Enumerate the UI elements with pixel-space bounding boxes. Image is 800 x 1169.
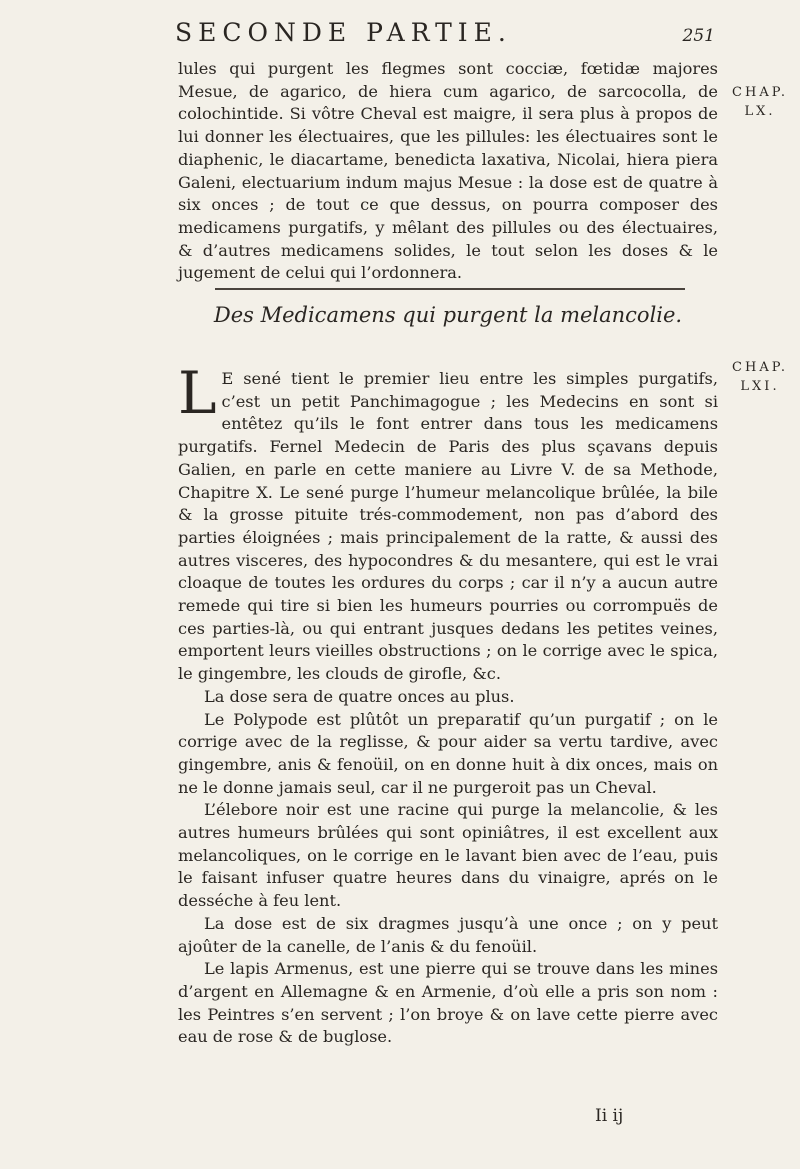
section-divider — [215, 288, 685, 290]
paragraph: La dose est de six dragmes jusqu’à une once ; on y peut ajoûter de la canelle, de l’anis & du fenoüil. — [178, 913, 718, 956]
page-number: 251 — [682, 26, 715, 46]
paragraph: lules qui purgent les flegmes sont cocciæ, fœtidæ majores Mesue, de agarico, de hiera cum agarico, de sarcocolla, de colochintide. Si vôtre Cheval est maigre, il sera plus à propos de lui donner les électuaires, que les pillules: les électuaires sont le diaphenic, le diacartame, benedicta laxativa, Nicolai, hiera piera Galeni, electuarium indum majus Mesue : la dose est de quatre à six onces ; de tout ce que dessus, on pourra composer des medicamens purgatifs, y mêlant des pillules ou des électuaires, & d’autres medicamens solides, le tout selon les doses & le jugement de celui qui l’ordonnera. — [178, 59, 718, 283]
running-head — [175, 18, 715, 47]
paragraph: La dose sera de quatre onces au plus. — [204, 686, 515, 706]
section-heading: Des Medicamens qui purgent la melancolie. — [213, 303, 683, 327]
margin-note-chapter: CHAP. LXI. — [732, 360, 788, 394]
paragraph: L’élebore noir est une racine qui purge la melancolie, & les autres humeurs brûlées qui sont opiniâtres, il est excellent aux melancoliques, on le corrige en le lavant bien avec de l’eau, puis le faisant infuser quatre heures dans du vinaigre, aprés on le desséche à feu lent. — [178, 800, 718, 911]
margin-note-chapter: CHAP. LX. — [732, 85, 788, 119]
paragraph-text: E sené tient le premier lieu entre les simples purgatifs, c’est un petit Panchimagogue ; les Medecins en sont si entêtez qu’ils le font entrer dans tous les medicamens purgatifs. Fernel Medecin de Paris des plus sçavans depuis Galien, en parle en cette maniere au Livre V. de sa Methode, Chapitre X. Le sené purge l’humeur melancolique brûlée, la bile & la grosse pituite trés-commodement, non pas d’abord des parties éloignées ; mais principalement de la ratte, & aussi des autres visceres, des hypocondres & du mesantere, qui est le vrai cloaque de toutes les ordures du corps ; car il n’y a aucun autre remede qui tire si bien les humeurs pourries ou corrompuës de ces parties-là, ou qui entrant jusques dedans les petites veines, emportent leurs vieilles obstructions ; on le corrige avec le spica, le gingembre, les clouds de girofle, &c. — [178, 369, 718, 684]
text-block-main — [178, 359, 718, 1049]
paragraph-first — [178, 359, 718, 686]
paragraph: Le lapis Armenus, est une pierre qui se trouve dans les mines d’argent en Allemagne & en Armenie, d’où elle a pris son nom : les Peintres s’en servent ; l’on broye & on lave cette pierre avec eau de rose & de buglose. — [178, 959, 718, 1047]
signature-mark: Ii ij — [595, 1106, 624, 1126]
running-title: SECONDE PARTIE. — [175, 18, 512, 47]
paragraph: Le Polypode est plûtôt un preparatif qu’un purgatif ; on le corrige avec de la reglisse, & pour aider sa vertu tardive, avec gingembre, anis & fenoüil, on en donne huit à dix onces, mais on ne le donne jamais seul, car il ne purgeroit pas un Cheval. — [178, 709, 718, 797]
text-block-top — [178, 58, 718, 285]
drop-cap: L — [178, 359, 217, 427]
